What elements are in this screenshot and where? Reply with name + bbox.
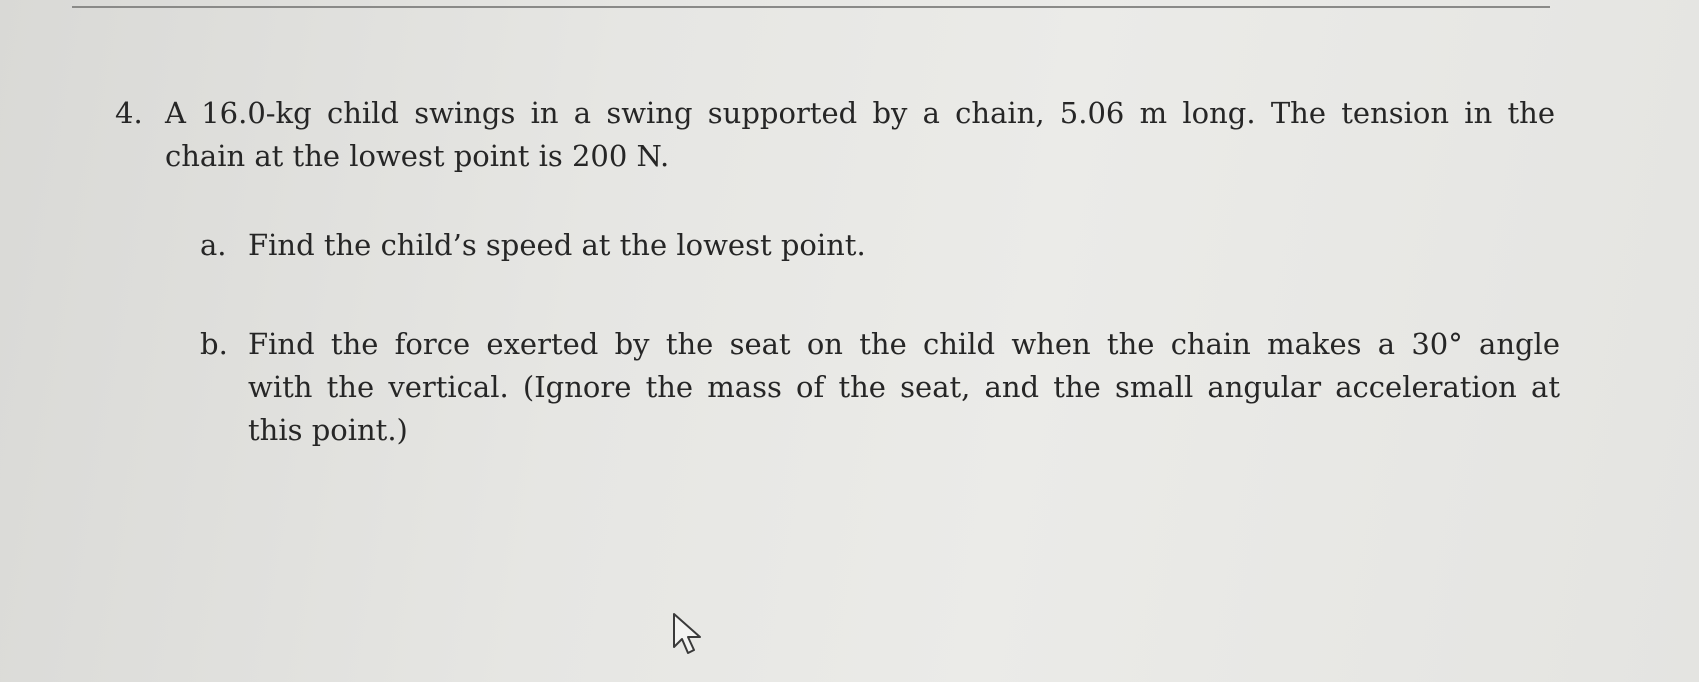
problem-number: 4. (115, 96, 143, 130)
problem-statement (165, 92, 1555, 178)
part-b-line-3: this point.) (248, 413, 408, 447)
part-b-line-2: with the vertical. (Ignore the mass of the seat, and the small angular acceleration at (248, 370, 1560, 404)
mouse-pointer-arrow-icon (671, 612, 705, 658)
part-b-text (248, 323, 1560, 452)
top-divider-rule (72, 0, 1550, 8)
part-b-line-1: Find the force exerted by the seat on the child when the chain makes a 30° angle (248, 327, 1560, 361)
part-a-text: Find the child’s speed at the lowest point. (248, 228, 866, 262)
part-b-letter: b. (200, 327, 228, 361)
problem-statement-line-1: A 16.0-kg child swings in a swing supported by a chain, 5.06 m long. The tension in the (165, 96, 1555, 130)
part-a-letter: a. (200, 228, 227, 262)
problem-statement-line-2: chain at the lowest point is 200 N. (165, 139, 670, 173)
